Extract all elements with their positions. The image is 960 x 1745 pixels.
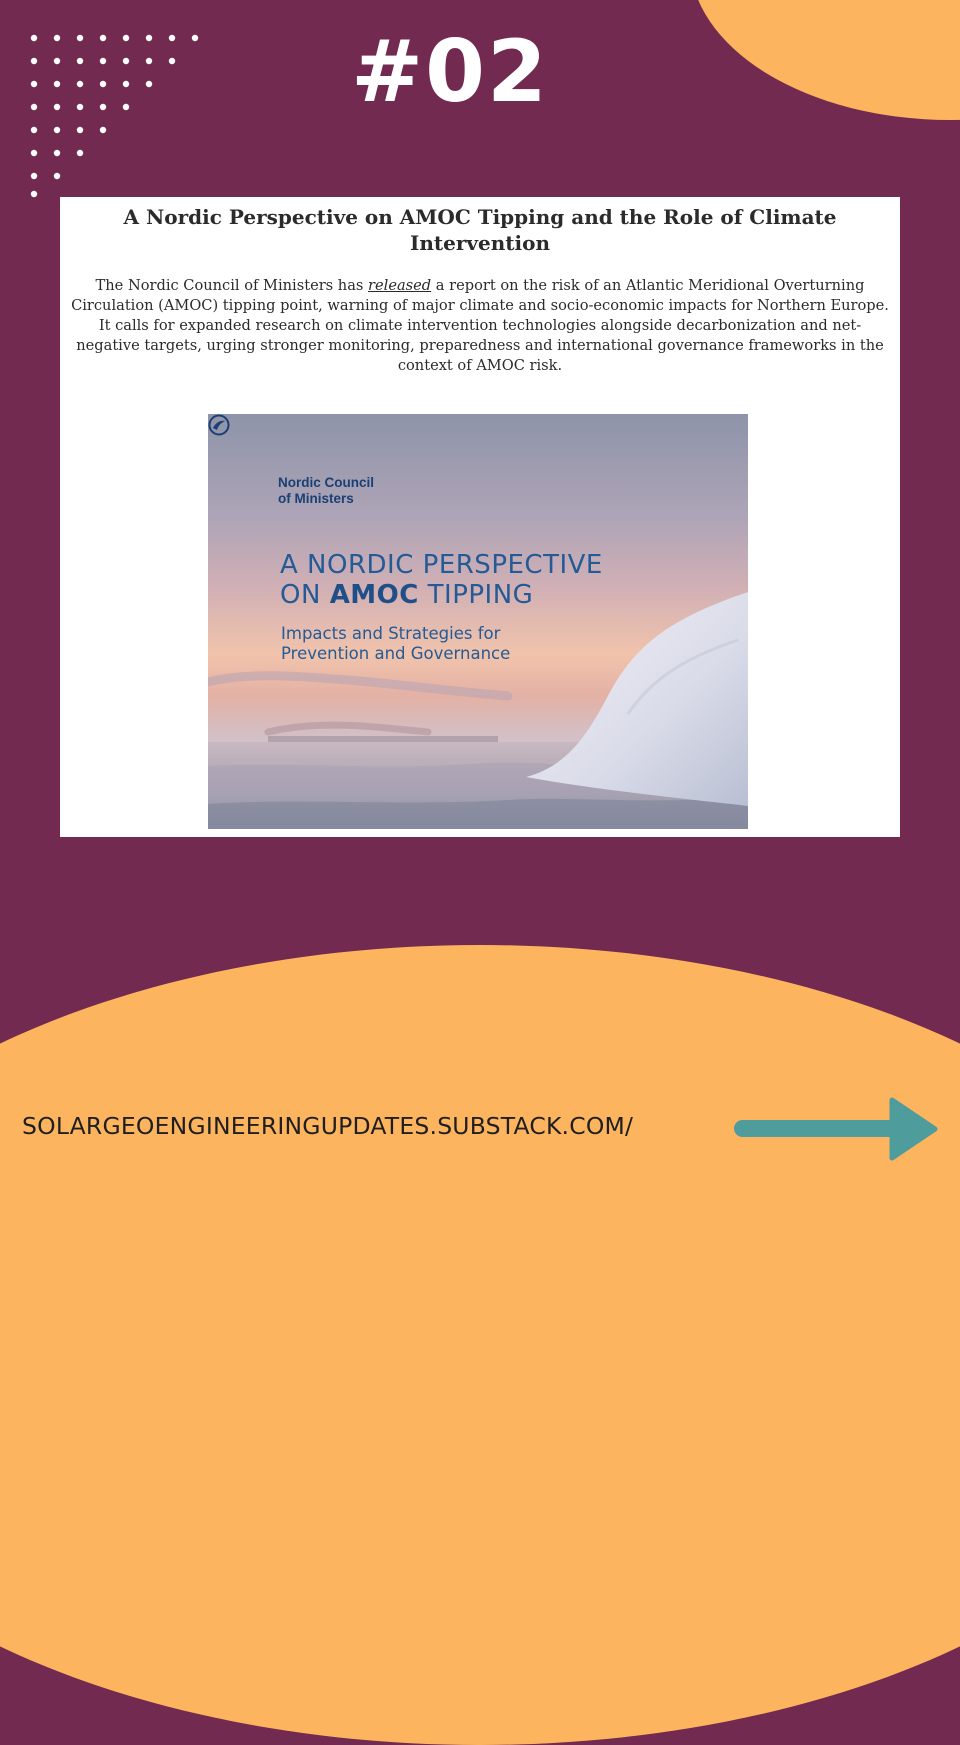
report-cover-image [208,414,748,829]
decorative-blob-bottom [0,945,960,1745]
publisher-name: Nordic Council of Ministers [278,475,375,506]
article-body-intro: The Nordic Council of Ministers has [95,277,369,294]
article-title: A Nordic Perspective on AMOC Tipping and the Role of Climate Intervention [123,205,837,255]
cover-title: A NORDIC PERSPECTIVE ON AMOC TIPPING [280,550,603,610]
nordic-council-swan-icon [208,414,230,436]
article-card [60,197,900,837]
substack-url-link[interactable]: SOLARGEOENGINEERINGUPDATES.SUBSTACK.COM/ [22,1112,634,1140]
article-body-rest: a report on the risk of an Atlantic Meridional Overturning Circulation (AMOC) tipping point, warning of major climate and socio-economic impacts for Northern Europe. It calls for expanded research on climate intervention technologies alongside decarbonization and net-negative targets, urging stronger monitoring, preparedness and international governance frameworks in the context of AMOC risk. [71,277,889,374]
slide-number: #02 [351,22,549,122]
cover-subtitle: Impacts and Strategies for Prevention and Governance [281,624,511,663]
arrow-right-icon[interactable] [732,1096,938,1162]
released-link[interactable]: released [368,277,432,294]
article-body [68,276,892,376]
